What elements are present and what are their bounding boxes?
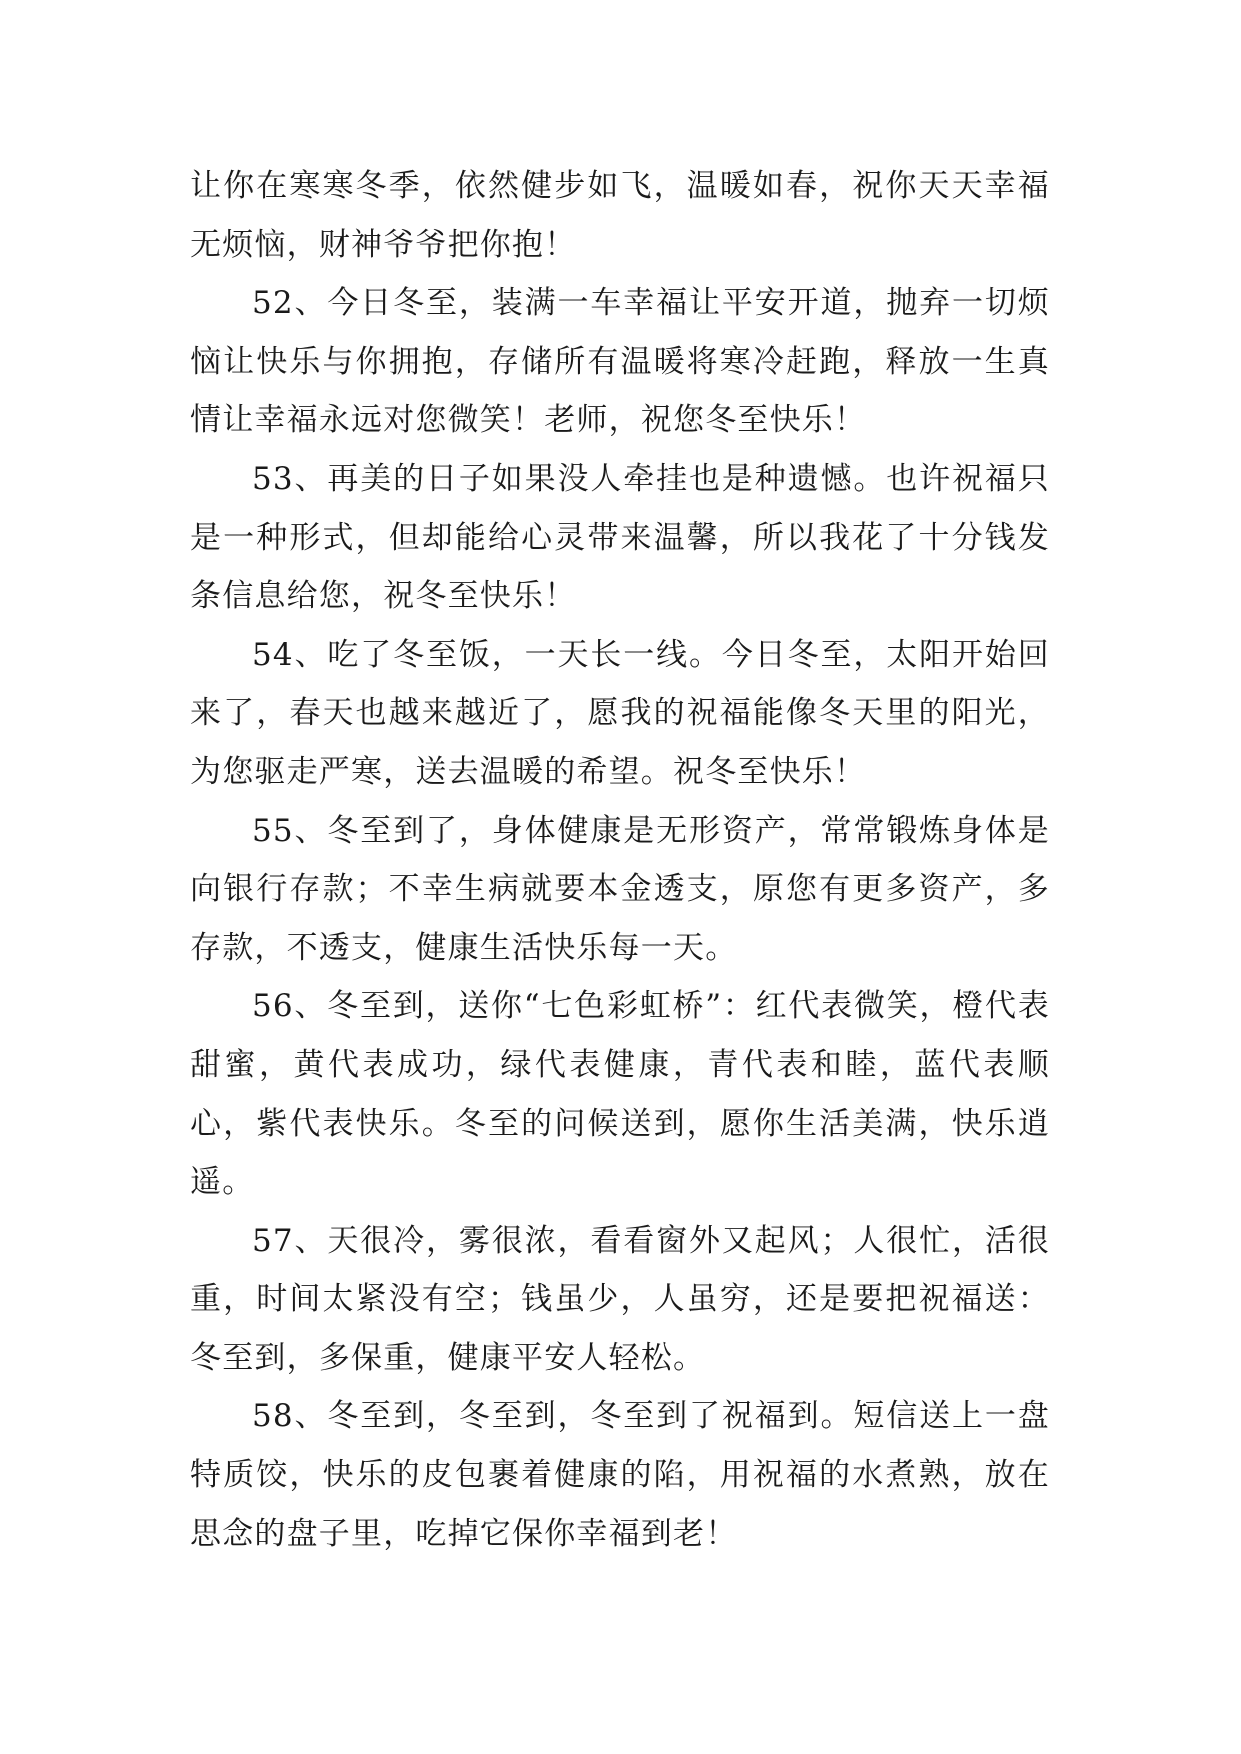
document-body — [190, 157, 1050, 1563]
paragraph-55: 55、冬至到了，身体健康是无形资产，常常锻炼身体是向银行存款；不幸生病就要本金透支，原您有更多资产，多存款，不透支，健康生活快乐每一天。 — [190, 812, 1050, 966]
paragraph-56: 56、冬至到，送你“七色彩虹桥”：红代表微笑，橙代表甜蜜，黄代表成功，绿代表健康，青代表和睦，蓝代表顺心，紫代表快乐。冬至的问候送到，愿你生活美满，快乐逍遥。 — [190, 988, 1050, 1201]
paragraph-57: 57、天很冷，雾很浓，看看窗外又起风；人很忙，活很重，时间太紧没有空；钱虽少，人虽穷，还是要把祝福送：冬至到，多保重，健康平安人轻松。 — [190, 1222, 1050, 1376]
paragraph-58: 58、冬至到，冬至到，冬至到了祝福到。短信送上一盘特质饺，快乐的皮包裹着健康的陷，用祝福的水煮熟，放在思念的盘子里，吃掉它保你幸福到老！ — [190, 1398, 1050, 1552]
paragraph-52: 52、今日冬至，装满一车幸福让平安开道，抛弃一切烦恼让快乐与你拥抱，存储所有温暖将寒冷赶跑，释放一生真情让幸福永远对您微笑！老师，祝您冬至快乐！ — [190, 285, 1050, 439]
paragraph-continuation: 让你在寒寒冬季，依然健步如飞，温暖如春，祝你天天幸福无烦恼，财神爷爷把你抱！ — [190, 168, 1050, 263]
paragraph-53: 53、再美的日子如果没人牵挂也是种遗憾。也许祝福只是一种形式，但却能给心灵带来温馨，所以我花了十分钱发条信息给您，祝冬至快乐！ — [190, 460, 1050, 615]
paragraph-54: 54、吃了冬至饭，一天长一线。今日冬至，太阳开始回来了，春天也越来越近了，愿我的祝福能像冬天里的阳光，为您驱走严寒，送去温暖的希望。祝冬至快乐！ — [190, 636, 1050, 790]
